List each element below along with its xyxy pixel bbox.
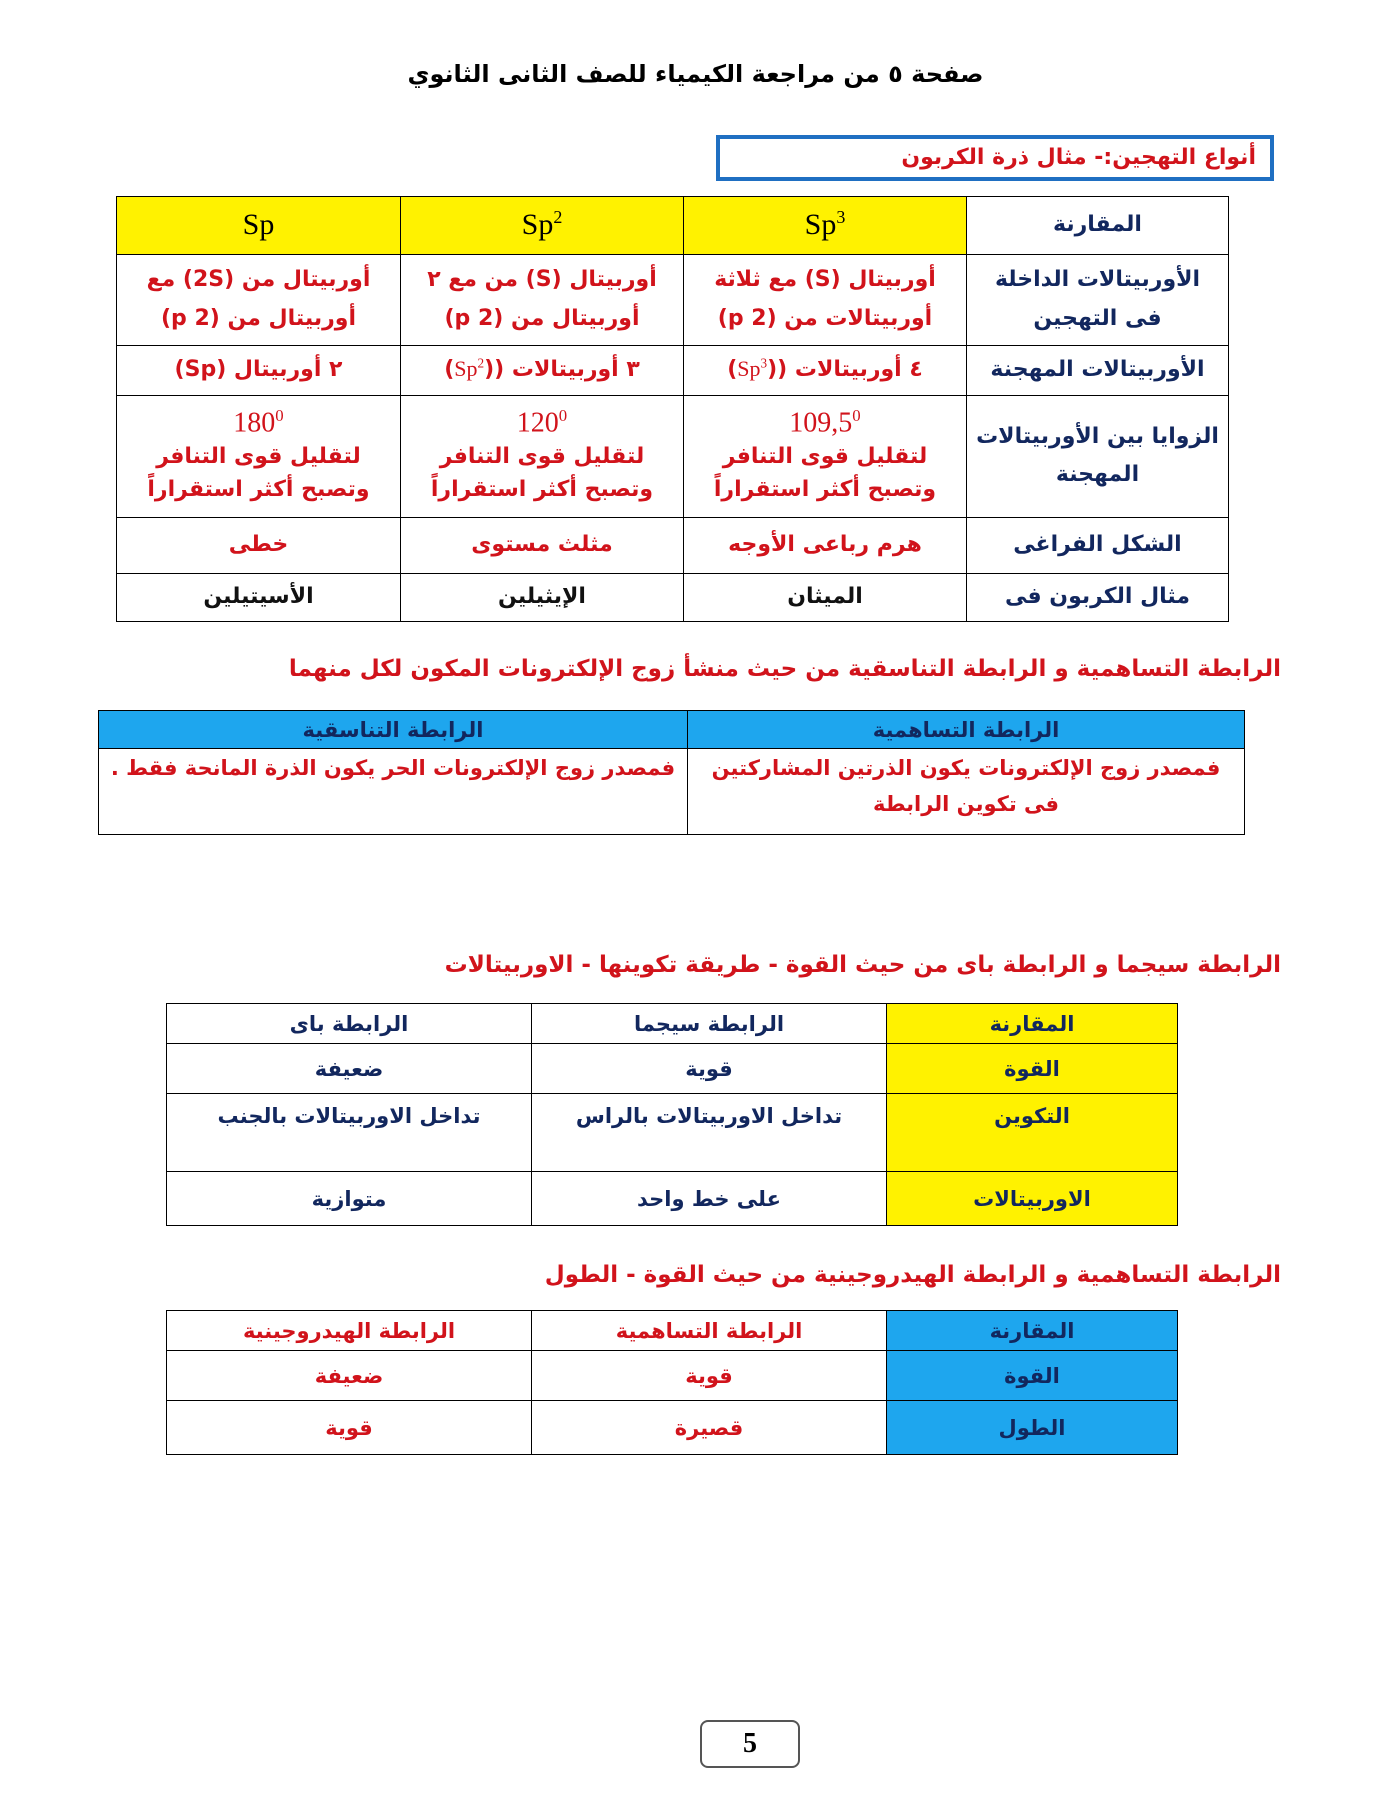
cell-sp-shape: خطى	[117, 517, 401, 573]
sigma-pi-label: المقارنة	[887, 1004, 1178, 1044]
pi-cell: متوازية	[167, 1172, 532, 1226]
cell-sp-angle: $180^0$ لتقليل قوى التنافر وتصبح أكثر استقراراً	[117, 395, 401, 517]
hybridization-table	[116, 196, 1229, 622]
sigma-cell: قوية	[532, 1044, 887, 1094]
table-row	[117, 517, 1229, 573]
table-row	[117, 573, 1229, 621]
table-row	[167, 1172, 1178, 1226]
header-sp3: Sp$^3$	[684, 197, 967, 255]
pi-cell: تداخل الاوربيتالات بالجنب	[167, 1094, 532, 1172]
page-number: 5	[700, 1720, 800, 1768]
hybridization-title-box	[716, 135, 1274, 181]
table-row	[117, 395, 1229, 517]
hydrogen-cell: قوية	[167, 1401, 532, 1455]
header-sp: Sp	[117, 197, 401, 255]
row-label-orbitals: الأوربيتالات الداخلة فى التهجين	[967, 254, 1229, 345]
cell-sp3-shape: هرم رباعى الأوجه	[684, 517, 967, 573]
hybridization-title: أنواع التهجين:- مثال ذرة الكربون	[901, 145, 1256, 170]
header-covalent: الرابطة التساهمية	[688, 711, 1245, 749]
header-sp2: Sp$^2$	[401, 197, 684, 255]
hydrogen-cell: الرابطة الهيدروجينية	[167, 1311, 532, 1351]
cell-sp2-orbitals: أوربيتال (S) من مع ٢ أوربيتال من (2 p)	[401, 254, 684, 345]
table-row	[167, 1311, 1178, 1351]
cell-coordinate-source: فمصدر زوج الإلكترونات الحر يكون الذرة المانحة فقط .	[99, 749, 688, 835]
table-row	[167, 1044, 1178, 1094]
cell-sp2-example: الإيثيلين	[401, 573, 684, 621]
pi-cell: الرابطة باى	[167, 1004, 532, 1044]
section-title-covalent-coordinate: الرابطة التساهمية و الرابطة التناسقية من حيث منشأ زوج الإلكترونات المكون لكل منهما	[288, 656, 1281, 682]
table-row	[117, 197, 1229, 255]
section-title-sigma-pi: الرابطة سيجما و الرابطة باى من حيث القوة - طريقة تكوينها - الاوربيتالات	[444, 952, 1281, 978]
header-coordinate: الرابطة التناسقية	[99, 711, 688, 749]
sigma-pi-table	[166, 1003, 1178, 1226]
bond-compare-label: القوة	[887, 1351, 1178, 1401]
sigma-cell: تداخل الاوربيتالات بالراس	[532, 1094, 887, 1172]
cell-sp3-example: الميثان	[684, 573, 967, 621]
table-row	[117, 345, 1229, 395]
table-row	[167, 1401, 1178, 1455]
cell-sp2-shape: مثلث مستوى	[401, 517, 684, 573]
sigma-pi-label: الاوربيتالات	[887, 1172, 1178, 1226]
cell-sp-example: الأسيتيلين	[117, 573, 401, 621]
cell-sp3-orbitals: أوربيتال (S) مع ثلاثة أوربيتالات من (2 p)	[684, 254, 967, 345]
pi-cell: ضعيفة	[167, 1044, 532, 1094]
covalent-cell: قصيرة	[532, 1401, 887, 1455]
row-label-shape: الشكل الفراغى	[967, 517, 1229, 573]
table-row	[117, 254, 1229, 345]
table-row	[167, 1004, 1178, 1044]
cell-sp3-angle: 109,5$^0$ لتقليل قوى التنافر وتصبح أكثر استقراراً	[684, 395, 967, 517]
sigma-pi-label: القوة	[887, 1044, 1178, 1094]
table-row	[167, 1094, 1178, 1172]
row-label-example: مثال الكربون فى	[967, 573, 1229, 621]
bond-compare-label: الطول	[887, 1401, 1178, 1455]
table-row	[99, 749, 1245, 835]
covalent-cell: قوية	[532, 1351, 887, 1401]
sigma-cell: الرابطة سيجما	[532, 1004, 887, 1044]
covalent-cell: الرابطة التساهمية	[532, 1311, 887, 1351]
sigma-cell: على خط واحد	[532, 1172, 887, 1226]
table-row	[167, 1351, 1178, 1401]
section-title-covalent-hydrogen: الرابطة التساهمية و الرابطة الهيدروجينية من حيث القوة - الطول	[544, 1262, 1281, 1288]
hydrogen-cell: ضعيفة	[167, 1351, 532, 1401]
cell-sp2-hybrid: ٣ أوربيتالات ((Sp$^2$)	[401, 345, 684, 395]
table-row	[99, 711, 1245, 749]
header-comparison: المقارنة	[967, 197, 1229, 255]
covalent-coordinate-table	[98, 710, 1245, 835]
cell-sp3-hybrid: ٤ أوربيتالات ((Sp$^3$)	[684, 345, 967, 395]
cell-sp-orbitals: أوربيتال من (2S) مع أوربيتال من (2 p)	[117, 254, 401, 345]
covalent-hydrogen-table	[166, 1310, 1178, 1455]
bond-compare-label: المقارنة	[887, 1311, 1178, 1351]
cell-covalent-source: فمصدر زوج الإلكترونات يكون الذرتين المشاركتين فى تكوين الرابطة	[688, 749, 1245, 835]
row-label-hybrid: الأوربيتالات المهجنة	[967, 345, 1229, 395]
page-header: صفحة ٥ من مراجعة الكيمياء للصف الثانى الثانوي	[407, 60, 984, 88]
cell-sp2-angle: $120^0$ لتقليل قوى التنافر وتصبح أكثر استقراراً	[401, 395, 684, 517]
cell-sp-hybrid: ٢ أوربيتال (Sp)	[117, 345, 401, 395]
sigma-pi-label: التكوين	[887, 1094, 1178, 1172]
row-label-angles: الزوايا بين الأوربيتالات المهجنة	[967, 395, 1229, 517]
